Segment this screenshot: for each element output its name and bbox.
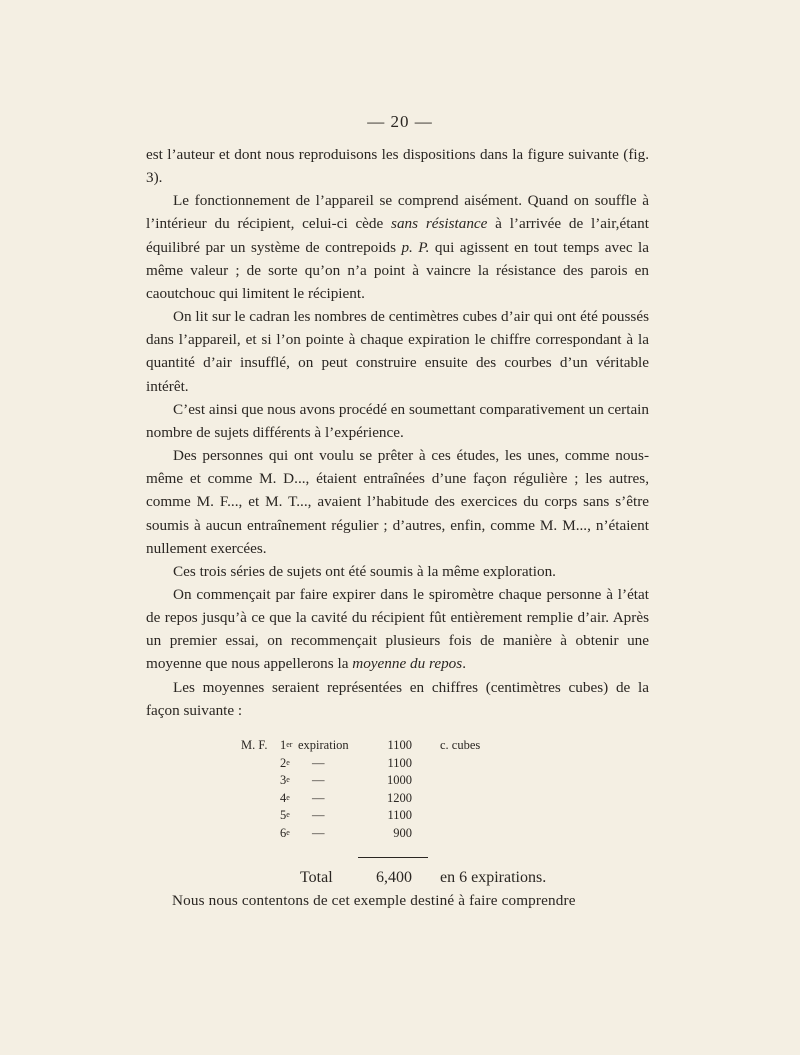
- table-row: [0, 755, 800, 773]
- paragraph: [146, 444, 649, 560]
- row-label: —: [312, 808, 325, 823]
- total-label: Total: [300, 869, 333, 886]
- paragraph: [146, 560, 649, 583]
- subject-name: M. F.: [241, 738, 268, 752]
- total-rule: [358, 857, 428, 858]
- table-row: [0, 790, 800, 808]
- row-value: 1200: [387, 790, 412, 805]
- paragraph-text: C’est ainsi que nous avons procédé en soumettant comparativement un certain nombre de sujets différents à l’expérience.: [146, 400, 649, 441]
- paragraph: [146, 676, 649, 722]
- paragraph-text: Ces trois séries de sujets ont été soumis à la même exploration.: [173, 562, 556, 580]
- row-label: —: [312, 755, 325, 770]
- paragraph: [146, 305, 649, 398]
- row-value: 1000: [387, 773, 412, 788]
- row-value: 1100: [387, 738, 412, 752]
- ordinal: 2e: [280, 755, 290, 770]
- italic-text: moyenne du repos: [352, 655, 463, 673]
- paragraph: [146, 583, 649, 676]
- ordinal: 5e: [280, 808, 290, 823]
- paragraph: [146, 189, 649, 305]
- row-value: 1100: [387, 808, 412, 823]
- paragraph: [146, 398, 649, 444]
- row-value: 1100: [387, 755, 412, 770]
- row-label: —: [312, 790, 325, 805]
- paragraph-text: qui agissent en tout temps avec la même valeur ; de sorte qu’on n’a point à vaincre la résistance des parois en caoutchouc qui limitent le récipient.: [146, 238, 649, 302]
- row-label: expiration: [298, 738, 349, 752]
- row-label: —: [312, 773, 325, 788]
- table-row: [0, 807, 800, 825]
- total-suffix: en 6 expirations.: [440, 869, 547, 886]
- ordinal: 3e: [280, 773, 290, 788]
- body-text: [146, 143, 649, 722]
- paragraph-text: .: [462, 655, 466, 673]
- row-label: —: [312, 825, 325, 840]
- total-row: [0, 869, 800, 887]
- total-value: 6,400: [376, 869, 412, 886]
- table-row: [0, 772, 800, 790]
- table-row: [0, 825, 800, 843]
- ordinal: 6e: [280, 825, 290, 840]
- table-row: [0, 737, 800, 755]
- ordinal: 4e: [280, 790, 290, 805]
- paragraph-text: On commençait par faire expirer dans le spiromètre chaque personne à l’état de repos jusqu’à ce que la cavité du récipient fût entièrement remplie d’air. Après un premier essai, on recommençait plusieurs fois de manière à obtenir une moyenne que nous appellerons la: [146, 585, 649, 673]
- paragraph-text: est l’auteur et dont nous reproduisons les dispositions dans la figure suivante (fig. 3).: [146, 146, 649, 187]
- paragraph-text: On lit sur le cadran les nombres de centimètres cubes d’air qui ont été poussés dans l’appareil, et si l’on pointe à chaque expiration le chiffre correspondant à la quantité d’air insufflé, on peut construire ensuite des courbes d’un véritable intérêt.: [146, 308, 649, 395]
- italic-text: p. P.: [401, 238, 430, 256]
- page-number: — 20 —: [367, 112, 433, 131]
- paragraph: [146, 143, 649, 189]
- measurements-table: [0, 737, 800, 843]
- row-unit: c. cubes: [440, 738, 481, 752]
- row-value: 900: [393, 825, 412, 840]
- italic-text: sans résistance: [391, 215, 488, 233]
- paragraph-text: Les moyennes seraient représentées en chiffres (centimètres cubes) de la façon suivante :: [146, 678, 649, 719]
- ordinal: 1er: [280, 738, 293, 752]
- paragraph-text: Le fonctionnement de l’appareil se comprend aisément. Quand on souffle à l’intérieur du récipient, celui-ci cède: [146, 192, 649, 233]
- last-line: Nous nous contentons de cet exemple destiné à faire comprendre: [172, 892, 576, 909]
- paragraph-text: Des personnes qui ont voulu se prêter à ces études, les unes, comme nous-même et comme M. D..., étaient entraînées d’une façon régulière ; les autres, comme M. F..., et M. T..., avaient l’habitude des exercices du corps sans s’être soumis à aucun entraînement régulier ; d’autres, enfin, comme M. M..., n’étaient nullement exercées.: [146, 447, 649, 557]
- paragraph-text: à l’arrivée de l’air,étant équilibré par un système de contrepoids: [146, 215, 649, 256]
